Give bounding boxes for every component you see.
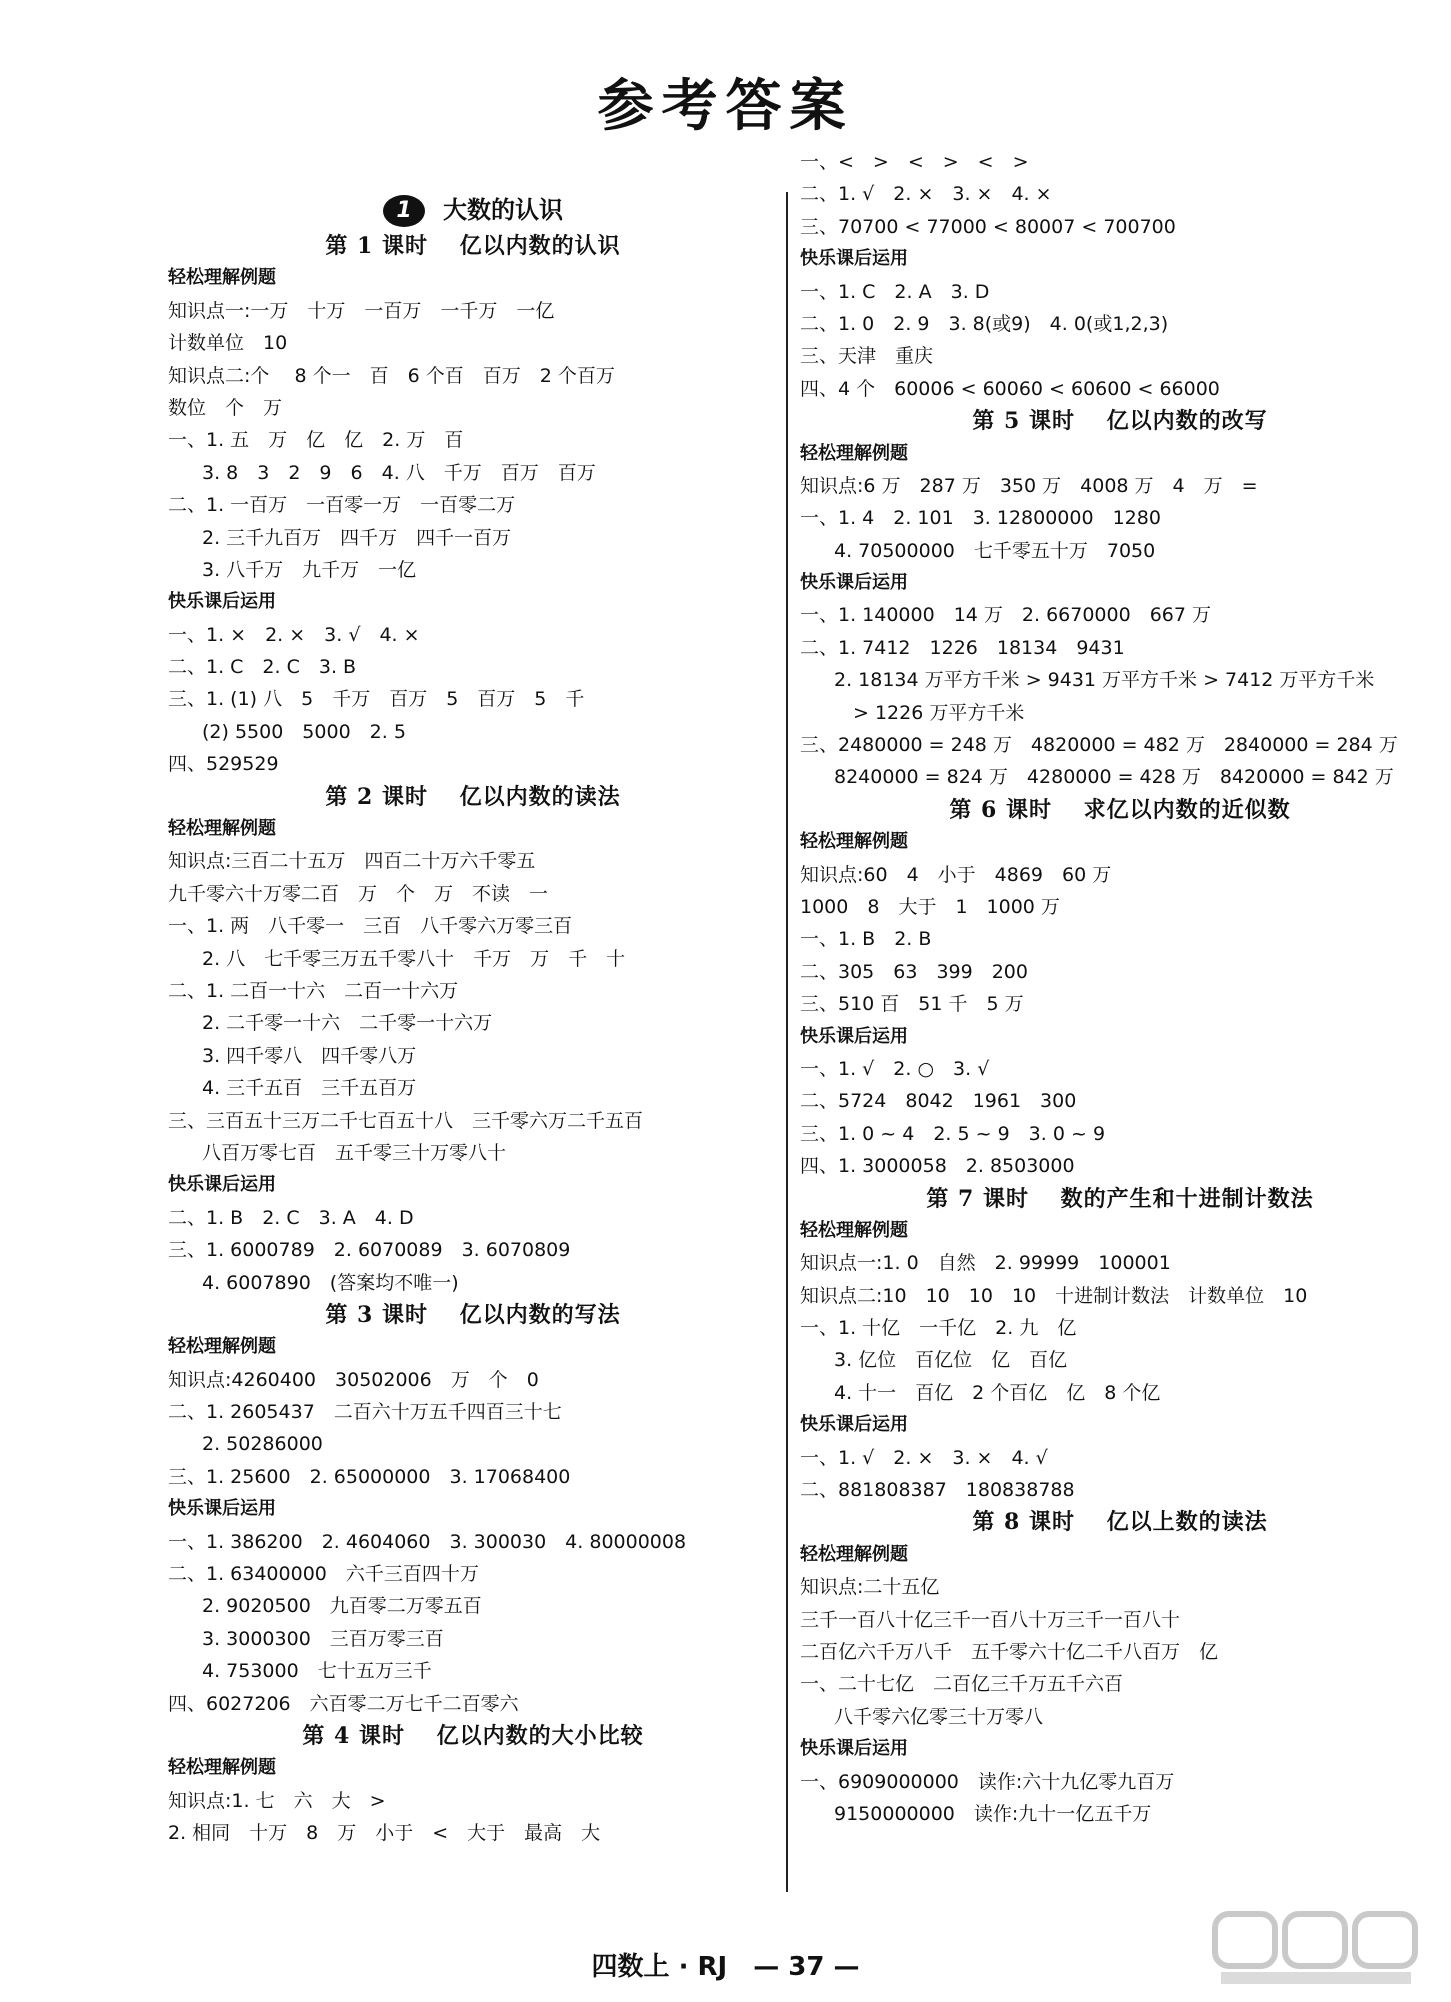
answer-line: 2. 18134 万平方千米 > 9431 万平方千米 > 7412 万平方千米: [834, 669, 1375, 692]
lesson-heading: 第 1 课时 亿以内数的认识: [325, 233, 621, 259]
answer-line: 二、1. 63400000 六千三百四十万: [168, 1563, 479, 1586]
lesson-heading: 第 4 课时 亿以内数的大小比较: [302, 1722, 644, 1749]
answer-line: 三、2480000 = 248 万 4820000 = 482 万 2840000 = 284 万: [800, 734, 1398, 757]
answer-line: 四、6027206 六百零二万七千二百零六: [168, 1692, 519, 1715]
watermark-logo: [1211, 1908, 1421, 1988]
section-subheading: 轻松理解例题: [168, 267, 276, 289]
answer-line: 2. 9020500 九百零二万零五百: [202, 1595, 482, 1618]
lesson-heading: 第 6 课时 求亿以内数的近似数: [949, 796, 1291, 823]
section-subheading: 轻松理解例题: [800, 1543, 908, 1565]
lesson-heading: 第 3 课时 亿以内数的写法: [325, 1301, 621, 1328]
section-subheading: 快乐课后运用: [168, 1174, 276, 1196]
answer-line: 2. 50286000: [202, 1433, 323, 1456]
answer-line: 三、70700 < 77000 < 80007 < 700700: [800, 215, 1176, 238]
answer-line: 四、1. 3000058 2. 8503000: [800, 1155, 1075, 1178]
answer-line: 计数单位 10: [168, 332, 288, 355]
answer-line: 二、1. 2605437 二百六十万五千四百三十七: [168, 1401, 562, 1424]
answer-line: 知识点二:10 10 10 10 十进制计数法 计数单位 10: [800, 1284, 1308, 1307]
answer-line: 4. 三千五百 三千五百万: [202, 1077, 417, 1100]
answer-line: 9150000000 读作:九十一亿五千万: [834, 1802, 1152, 1825]
answer-line: 1000 8 大于 1 1000 万: [800, 895, 1060, 918]
left-column: [168, 190, 778, 1850]
answer-line: (2) 5500 5000 2. 5: [202, 720, 406, 743]
answer-line: 一、< > < > < >: [800, 151, 1029, 173]
answer-line: 八百万零七百 五千零三十万零八十: [202, 1141, 507, 1164]
answer-line: 一、1. √ 2. ○ 3. √: [800, 1057, 990, 1080]
answer-line: 一、1. 4 2. 101 3. 12800000 1280: [800, 507, 1161, 530]
answer-line: 一、1. 两 八千零一 三百 八千零六万零三百: [168, 915, 573, 938]
answer-line: 知识点:三百二十五万 四百二十万六千零五: [168, 850, 536, 873]
answer-line: 4. 6007890 (答案均不唯一): [202, 1271, 459, 1294]
answer-line: 知识点:6 万 287 万 350 万 4008 万 4 万 =: [800, 474, 1258, 497]
answer-line: 三千一百八十亿三千一百八十万三千一百八十: [800, 1608, 1181, 1631]
answer-line: 三、1. 6000789 2. 6070089 3. 6070809: [168, 1239, 571, 1262]
answer-line: 知识点:60 4 小于 4869 60 万: [800, 863, 1112, 886]
answer-line: 一、1. 五 万 亿 亿 2. 万 百: [168, 429, 464, 452]
section-subheading: 轻松理解例题: [168, 818, 276, 840]
section-subheading: 轻松理解例题: [168, 1336, 276, 1358]
answer-line: 3. 四千零八 四千零八万: [202, 1044, 417, 1067]
answer-line: 三、三百五十三万二千七百五十八 三千零六万二千五百: [168, 1109, 644, 1132]
lesson-heading: 第 7 课时 数的产生和十进制计数法: [926, 1185, 1314, 1212]
section-subheading: 快乐课后运用: [800, 1738, 908, 1760]
section-subheading: 轻松理解例题: [800, 1219, 908, 1241]
chapter-heading: [168, 190, 778, 230]
lesson-heading: 第 8 课时 亿以上数的读法: [972, 1509, 1268, 1536]
answer-line: 知识点:1. 七 六 大 >: [168, 1789, 386, 1812]
answer-line: 二、881808387 180838788: [800, 1479, 1075, 1502]
answer-line: 二、1. 7412 1226 18134 9431: [800, 636, 1125, 659]
answer-line: 3. 8 3 2 9 6 4. 八 千万 百万 百万: [202, 461, 596, 484]
answer-line: 一、1. 140000 14 万 2. 6670000 667 万: [800, 604, 1212, 627]
section-subheading: 快乐课后运用: [168, 591, 276, 613]
answer-line: 知识点二:个 8 个一 百 6 个百 百万 2 个百万: [168, 364, 615, 387]
answer-line: 一、1. C 2. A 3. D: [800, 280, 990, 303]
answer-line: 三、510 百 51 千 5 万: [800, 993, 1024, 1016]
answer-line: 3. 八千万 九千万 一亿: [202, 558, 417, 581]
answer-line: 3. 3000300 三百万零三百: [202, 1627, 444, 1650]
lesson-heading: 第 2 课时 亿以内数的读法: [325, 783, 621, 810]
answer-line: 4. 十一 百亿 2 个百亿 亿 8 个亿: [834, 1381, 1161, 1404]
answer-line: 2. 二千零一十六 二千零一十六万: [202, 1012, 493, 1035]
answer-line: 四、529529: [168, 753, 279, 776]
answer-line: 二、1. 二百一十六 二百一十六万: [168, 979, 459, 1002]
answer-line: 九千零六十万零二百 万 个 万 不读 一: [168, 882, 549, 905]
section-subheading: 快乐课后运用: [800, 248, 908, 270]
answer-line: 2. 八 七千零三万五千零八十 千万 万 千 十: [202, 947, 626, 970]
answer-line: 一、1. √ 2. × 3. × 4. √: [800, 1446, 1048, 1469]
lesson-heading: 第 5 课时 亿以内数的改写: [972, 408, 1268, 435]
answer-line: 二百亿六千万八千 五千零六十亿二千八百万 亿: [800, 1640, 1219, 1663]
section-subheading: 轻松理解例题: [800, 442, 908, 464]
chapter-title: 大数的认识: [443, 196, 563, 224]
section-subheading: 轻松理解例题: [168, 1757, 276, 1779]
page-title: 参考答案: [597, 73, 854, 139]
answer-line: 4. 70500000 七千零五十万 7050: [834, 539, 1156, 562]
answer-line: 二、1. 0 2. 9 3. 8(或9) 4. 0(或1,2,3): [800, 312, 1169, 335]
column-divider: [786, 192, 788, 1892]
answer-line: 三、1. 0 ~ 4 2. 5 ~ 9 3. 0 ~ 9: [800, 1122, 1106, 1145]
answer-line: 知识点一:1. 0 自然 2. 99999 100001: [800, 1252, 1171, 1275]
answer-line: 一、1. B 2. B: [800, 928, 932, 951]
answer-line: 三、1. 25600 2. 65000000 3. 17068400: [168, 1465, 571, 1488]
section-subheading: 快乐课后运用: [800, 572, 908, 594]
right-column: [800, 146, 1440, 1830]
answer-line: 数位 个 万: [168, 396, 283, 419]
answer-line: 8240000 = 824 万 4280000 = 428 万 8420000 = 842 万: [834, 766, 1394, 789]
answer-line: 二、1. C 2. C 3. B: [168, 656, 357, 679]
answer-line: > 1226 万平方千米: [834, 701, 1025, 724]
section-subheading: 快乐课后运用: [800, 1414, 908, 1436]
page-footer: 四数上 · RJ — 37 —: [591, 1952, 860, 1982]
answer-line: 一、二十七亿 二百亿三千万五千六百: [800, 1673, 1124, 1696]
answer-line: 四、4 个 60006 < 60060 < 60600 < 66000: [800, 377, 1220, 400]
answer-line: 知识点一:一万 十万 一百万 一千万 一亿: [168, 299, 555, 322]
answer-line: 二、1. B 2. C 3. A 4. D: [168, 1206, 414, 1229]
section-subheading: 快乐课后运用: [800, 1025, 908, 1047]
left-answer-list: [168, 230, 778, 1850]
answer-line: 一、1. 十亿 一千亿 2. 九 亿: [800, 1317, 1077, 1340]
right-answer-list: [800, 146, 1440, 1830]
answer-line: 3. 亿位 百亿位 亿 百亿: [834, 1349, 1068, 1372]
answer-line: 一、1. × 2. × 3. √ 4. ×: [168, 623, 420, 646]
section-subheading: 轻松理解例题: [800, 831, 908, 853]
answer-line: 三、天津 重庆: [800, 345, 934, 368]
answer-line: 一、6909000000 读作:六十九亿零九百万: [800, 1770, 1175, 1793]
answer-line: 知识点:4260400 30502006 万 个 0: [168, 1368, 539, 1391]
chapter-number-badge: 1: [383, 195, 425, 227]
answer-line: 知识点:二十五亿: [800, 1576, 940, 1599]
answer-line: 2. 相同 十万 8 万 小于 < 大于 最高 大: [168, 1822, 601, 1845]
answer-line: 三、1. (1) 八 5 千万 百万 5 百万 5 千: [168, 688, 585, 711]
answer-line: 二、305 63 399 200: [800, 960, 1028, 983]
answer-line: 二、1. 一百万 一百零一万 一百零二万: [168, 494, 516, 517]
answer-line: 二、1. √ 2. × 3. × 4. ×: [800, 183, 1052, 206]
section-subheading: 快乐课后运用: [168, 1498, 276, 1520]
answer-line: 二、5724 8042 1961 300: [800, 1090, 1077, 1113]
answer-line: 4. 753000 七十五万三千: [202, 1660, 432, 1683]
answer-line: 2. 三千九百万 四千万 四千一百万: [202, 526, 512, 549]
answer-line: 八千零六亿零三十万零八: [834, 1705, 1044, 1728]
answer-line: 一、1. 386200 2. 4604060 3. 300030 4. 80000008: [168, 1530, 687, 1553]
